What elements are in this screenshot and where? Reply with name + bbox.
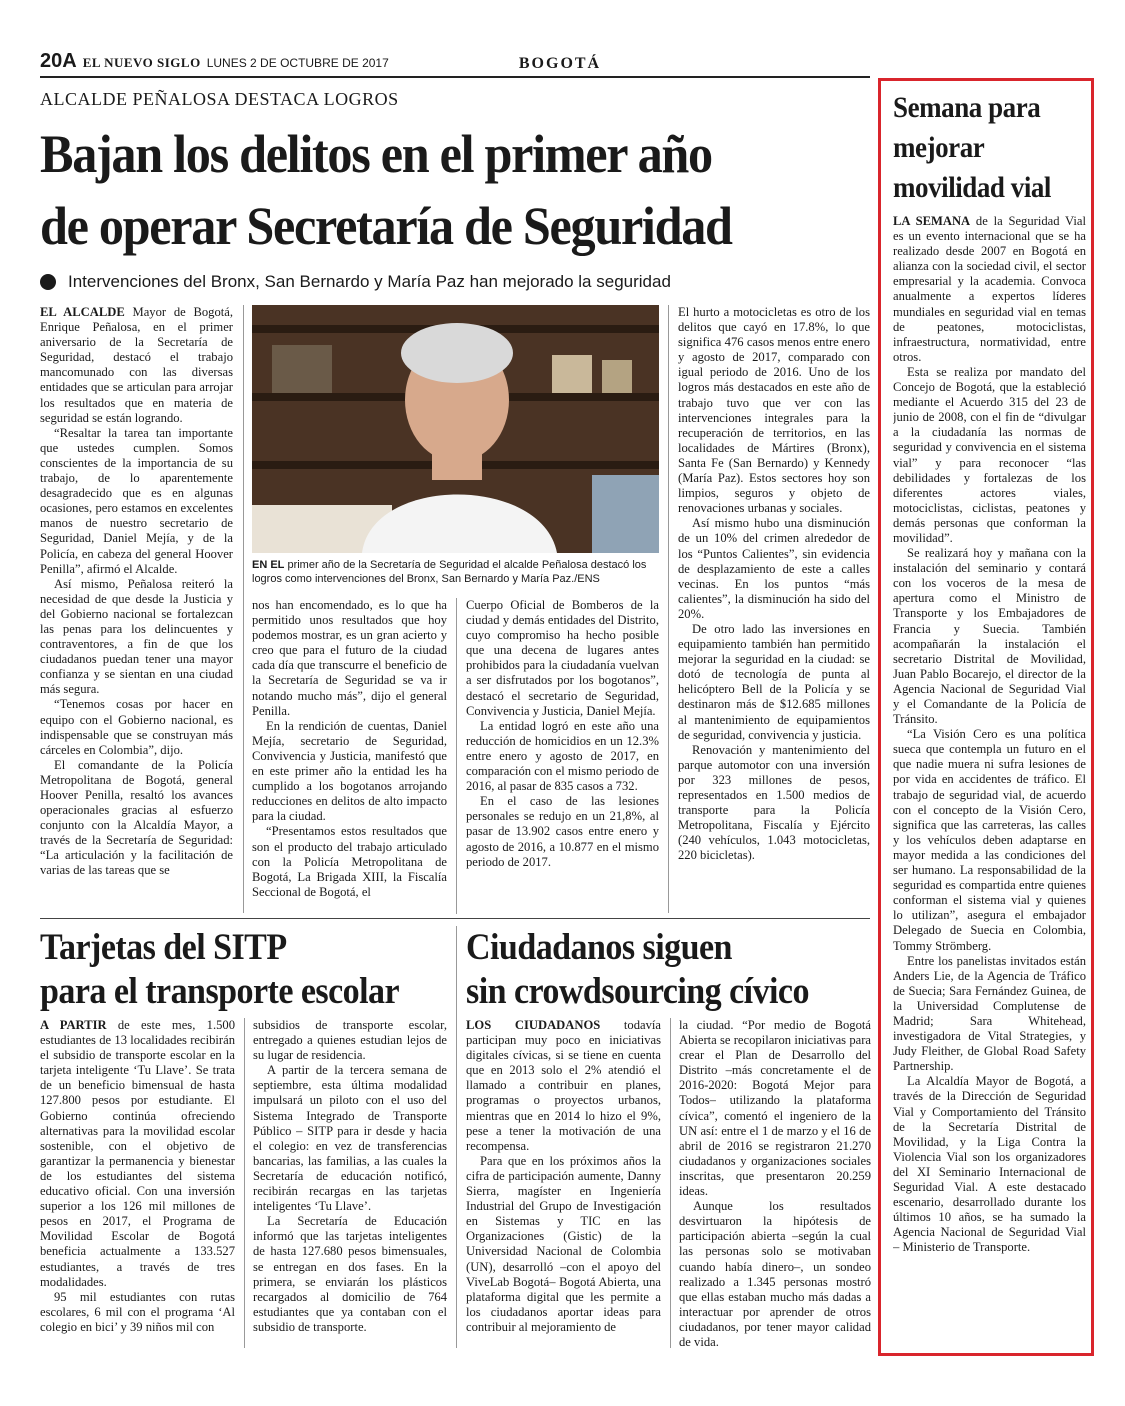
photo-illustration — [252, 305, 659, 553]
paragraph: El comandante de la Policía Metropolitana de Bogotá, general Hoover Penilla, resaltó los avances operacionales gracias al esfuerzo conjunto con la Alcaldía Mayor, a través de la Secretaría de Seguridad: “La articulación y la facilitación de varias de las tareas que se — [40, 757, 233, 878]
crowd-column-2 — [679, 1018, 871, 1350]
headline-line-1: Bajan los delitos en el primer año — [40, 124, 712, 184]
column-divider — [244, 1018, 245, 1348]
main-headline — [40, 118, 812, 262]
column-divider — [243, 305, 244, 913]
paragraph: El hurto a motocicletas es otro de los delitos que cayó en 17.8%, lo que significa 476 casos menos entre enero y agosto de 2017, comparado con igual periodo de 2016. Uno de los logros más destacados en este año de trabajo tuvo que ver con las intervenciones integrales para la recuperación de territorios, en las localidades de Mártires (Bronx), Santa Fe (San Bernardo) y Kennedy (María Paz). Estos sectores hoy son limpios, seguros y objeto de renovaciones urbanas y sociales. — [678, 305, 870, 516]
paragraph: 95 mil estudiantes con rutas escolares, 6 mil con el programa ‘Al colegio en bici’ y 39 niños mil con — [40, 1289, 235, 1334]
page-number: 20A — [40, 50, 77, 72]
headline-line-1: Ciudadanos siguen — [466, 927, 732, 968]
sitp-column-1 — [40, 1018, 235, 1350]
subhead — [40, 272, 870, 292]
paragraph: “Tenemos cosas por hacer en equipo con el Gobierno nacional, es indispensable que se construyan más cárceles en Colombia”, dijo. — [40, 697, 233, 757]
headline-line-2: para el transporte escolar — [40, 971, 400, 1012]
paragraph: “Resaltar la tarea tan importante que ustedes cumplen. Somos conscientes de la importancia de su trabajo, de lo aparentemente desagradecido que es en algunas ocasiones, pero estamos en excelentes manos de nuestro secretario de Seguridad, Daniel Mejía, y de la Policía, en cabeza del general Hoover Penilla”, afirmó el Alcalde. — [40, 425, 233, 576]
main-column-2 — [252, 598, 447, 916]
paragraph: “Presentamos estos resultados que son el producto del trabajo articulado con la Policía Metropolitana de Bogotá, La Brigada XIII, la Fiscalía Seccional de Bogotá, el — [252, 824, 447, 899]
lead-in: LOS CIUDADANOS — [466, 1018, 601, 1032]
headline-line-2: de operar Secretaría de Seguridad — [40, 196, 732, 256]
sitp-headline — [40, 926, 399, 1014]
headline-line-2: sin crowdsourcing cívico — [466, 971, 809, 1012]
issue-date: LUNES 2 DE OCTUBRE DE 2017 — [206, 56, 389, 70]
paragraph: De otro lado las inversiones en equipamiento también han permitido mejorar la seguridad en la ciudad: se dotó de tecnología de punta al helicóptero Bell de la Policía y se destinaron más de $12.685 millones al mantenimiento de equipamientos de seguridad, convivencia y justicia. — [678, 621, 870, 742]
paragraph: “La Visión Cero es una política sueca que contempla un futuro en el que nadie muera ni sufra lesiones de por vida en accidentes de tráfico. El trabajo de seguridad vial, de acuerdo con el concepto de la Visión Cero, significa que las carreteras, las calles y los vehículos deben adaptarse en mayor medida a las condiciones del ser humano. La responsabilidad de la seguridad es compartida entre quienes conforman el sistema vial y quienes lo utilizan”, asegura el embajador Delegado de Suecia en Colombia, Tommy Strömberg. — [893, 727, 1086, 953]
photo-caption — [252, 558, 659, 586]
main-column-3 — [466, 598, 659, 916]
paragraph: A partir de la tercera semana de septiembre, esta última modalidad impulsará un piloto con el uso del Sistema Integrado de Transporte Público – SITP para ir desde y hacia el colegio: en vez de transferencias bancarias, las familias, a las cuales la Secretaría de educación notificó, recibirán recargas en las tarjetas inteligentes ‘Tu Llave’. — [253, 1063, 447, 1214]
sidebar-title-line-3: movilidad vial — [893, 171, 1051, 204]
paragraph: Así mismo hubo una disminución de un 10% del crimen alrededor de los “Puntos Calientes”, sin evidencia de desplazamiento de este a calles vecinas. En los puntos “más calientes”, la disminución ha sido del 20%. — [678, 516, 870, 621]
paragraph: Entre los panelistas invitados están Anders Lie, de la Agencia de Tráfico de Suecia; Sara Fernández Guinea, de la Universidad Complutense de Madrid; Sara Whitehead, investigadora de Vital Strategies, y Judy Fleither, de Global Road Safety Partnership. — [893, 953, 1086, 1074]
paragraph: Se realizará hoy y mañana con la instalación del seminario y contará con los voceros de la mesa de apertura como el Ministro de Transporte y los Embajadores de Francia y Suecia. También acompañarán la instalación el secretario Distrital de Movilidad, Juan Pablo Bocarejo, el director de la Agencia Nacional de Seguridad Vial y el Comandante de la Policía de Tránsito. — [893, 546, 1086, 727]
paragraph: subsidios de transporte escolar, entregado a quienes estudian lejos de su lugar de residencia. — [253, 1018, 447, 1063]
paragraph: todavía participan muy poco en iniciativas digitales cívicas, si se tiene en cuenta que en 2013 solo el 2% atendió el llamado a contribuir en planes, programas o proyectos urbanos, mientras que en 2014 lo hizo el 9%, pese a tener la motivación de una recompensa. — [466, 1018, 661, 1153]
column-divider — [668, 305, 669, 913]
column-divider — [456, 598, 457, 914]
paragraph: La Alcaldía Mayor de Bogotá, a través de la Dirección de Seguridad Vial y Comportamiento del Tránsito de la Secretaría Distrital de Movilidad, y la Liga Contra la Violencia Vial son los organizadores del XI Seminario Internacional de Seguridad Vial. A este destacado escenario, desarrollado durante los últimos 10 años, se ha sumado la Agencia Nacional de Seguridad Vial – Ministerio de Transporte. — [893, 1074, 1086, 1255]
paragraph: Así mismo, Peñalosa reiteró la necesidad de que desde la Justicia y del Gobierno nacional se fortalezcan las penas para los delincuentes y contraventores, a fin de que los ciudadanos puedan tener una mayor confianza y se sientan en una ciudad más segura. — [40, 576, 233, 697]
sidebar-title-line-1: Semana para — [893, 91, 1041, 124]
story-divider — [456, 926, 457, 1348]
paragraph: nos han encomendado, es lo que ha permitido unos resultados que hoy podemos mostrar, es un gran acierto y creo que para el futuro de la ciudad cada día que transcurre el beneficio de la Secretaría de Seguridad se va ir notando mucho más”, dijo el general Penilla. — [252, 598, 447, 718]
sidebar-body — [893, 214, 1086, 1344]
paragraph: Renovación y mantenimiento del parque automotor con una inversión por 323 millones de pesos, representados en 1.500 medios de transporte para la Policía Metropolitana, Fiscalía y Ejército (240 vehículos, 1.043 motocicletas, 220 bicicletas). — [678, 742, 870, 863]
caption-text: primer año de la Secretaría de Seguridad el alcalde Peñalosa destacó los logros como intervenciones del Bronx, San Bernardo y María Paz./ENS — [252, 559, 647, 585]
paragraph: Para que en los próximos años la cifra de participación aumente, Danny Sierra, magíster en Ingeniería Industrial del Grupo de Investigación en Sistemas y TIC en las Organizaciones (Gistic) de la Universidad Nacional de Colombia (UN), desarrolló –con el apoyo del ViveLab Bogotá– Bogotá Abierta, una plataforma digital que les permite a los ciudadanos aportar ideas para contribuir al mejoramiento de — [466, 1153, 661, 1334]
section-name: BOGOTÁ — [518, 55, 602, 72]
kicker: ALCALDE PEÑALOSA DESTACA LOGROS — [40, 89, 399, 109]
paragraph: Esta se realiza por mandato del Concejo de Bogotá, que la estableció mediante el Acuerdo 315 del 23 de junio de 2008, con el fin de “divulgar a la ciudadanía las normas de seguridad y convivencia en el sistema vial” y para reconocer “las debilidades y fortalezas de los diferentes actores viales, motociclistas, ciclistas, peatones y demás personas que conforman la movilidad”. — [893, 364, 1086, 545]
lead-in: LA SEMANA — [893, 214, 971, 228]
crowd-headline — [466, 926, 809, 1014]
article-photo — [252, 305, 659, 553]
sidebar-title-line-2: mejorar — [893, 131, 985, 164]
paragraph: de la Seguridad Vial es un evento internacional que se ha realizado desde 2007 en Bogotá en alianza con la sociedad civil, el sector empresarial y la academia. Convoca anualmente a expertos líderes mundiales en seguridad vial en temas de peatones, motociclistas, infraestructura, normatividad, entre otros. — [893, 214, 1086, 364]
sidebar-title — [893, 88, 1069, 208]
section-rule — [40, 918, 870, 919]
column-divider — [670, 1018, 671, 1348]
paragraph: la ciudad. “Por medio de Bogotá Abierta se recopilaron iniciativas para crear el Plan de Desarrollo del Distrito –más concretamente el de 2016-2020: Bogotá Mejor para Todos– utilizando la plataforma cívica”, comentó el ingeniero de la UN así: entre el 1 de marzo y el 16 de abril de 2016 se registraron 21.270 ciudadanos y organizaciones sociales inscritas, que presentaron 20.259 ideas. — [679, 1018, 871, 1199]
paragraph: de este mes, 1.500 estudiantes de 13 localidades recibirán el subsidio de transporte escolar en la tarjeta inteligente ‘Tu Llave’. Se trata de un beneficio bimensual de hasta 127.800 pesos por estudiante. El Gobierno continúa ofreciendo alternativas para la movilidad escolar sostenible, con el objetivo de garantizar la permanencia y bienestar de los estudiantes del sistema educativo oficial. Con una inversión superior a los 126 mil millones de pesos en 2017, el Programa de Movilidad Escolar de Bogotá beneficia actualmente a 133.527 estudiantes, a través de tres modalidades. — [40, 1018, 235, 1289]
paragraph: En el caso de las lesiones personales se redujo en un 21,8%, al pasar de 13.902 casos entre enero y agosto de 2016, a 10.877 en el mismo periodo de 2017. — [466, 794, 659, 869]
newspaper-name: EL NUEVO SIGLO — [82, 55, 201, 70]
crowd-column-1 — [466, 1018, 661, 1350]
bullet-icon — [40, 274, 56, 290]
paragraph: La entidad logró en este año una reducción de homicidios en un 12.3% entre enero y agosto de 2017, en comparación con el mismo periodo de 2016, al pasar de 835 casos a 732. — [466, 718, 659, 794]
lead-in: A PARTIR — [40, 1018, 107, 1032]
lead-in: EL ALCALDE — [40, 305, 125, 319]
headline-line-1: Tarjetas del SITP — [40, 927, 287, 968]
main-column-1 — [40, 305, 233, 915]
subhead-text: Intervenciones del Bronx, San Bernardo y María Paz han mejorado la seguridad — [68, 272, 671, 291]
paragraph: Aunque los resultados desvirtuaron la hipótesis de participación abierta –según la cual las personas solo se motivaban cuando había dinero–, un sondeo realizado a 1.345 personas mostró que ellas estaban mucho más dadas a interactuar por aprender de otros ciudadanos, por tener mayor calidad de vida. — [679, 1199, 871, 1349]
paragraph: La Secretaría de Educación informó que las tarjetas inteligentes de hasta 127.680 pesos bimensuales, se entregan en dos fases. En la primera, se enviarán los plásticos recargados al domicilio de 764 estudiantes que ya contaban con el subsidio de transporte. — [253, 1214, 447, 1334]
top-rule — [40, 76, 870, 78]
paragraph: En la rendición de cuentas, Daniel Mejía, secretario de Seguridad, Convivencia y Justicia, manifestó que en este primer año la entidad les ha cumplido a los bogotanos arrojando reducciones en delitos de alto impacto para la ciudad. — [252, 718, 447, 824]
caption-lead: EN EL — [252, 559, 285, 571]
paragraph: Mayor de Bogotá, Enrique Peñalosa, en el primer aniversario de la Secretaría de Seguridad, destacó el trabajo mancomunado con las diversas entidades que se articulan para arrojar los resultados que en materia de seguridad se están logrando. — [40, 305, 233, 425]
main-column-4 — [678, 305, 870, 915]
sitp-column-2 — [253, 1018, 447, 1350]
folio — [40, 50, 389, 73]
paragraph: Cuerpo Oficial de Bomberos de la ciudad y demás entidades del Distrito, cuyo compromiso ha hecho posible que una decena de lugares antes prohibidos para la ciudadanía vuelvan a ser disfrutados por los bogotanos”, destacó el secretario de Seguridad, Convivencia y Justicia, Daniel Mejía. — [466, 598, 659, 718]
